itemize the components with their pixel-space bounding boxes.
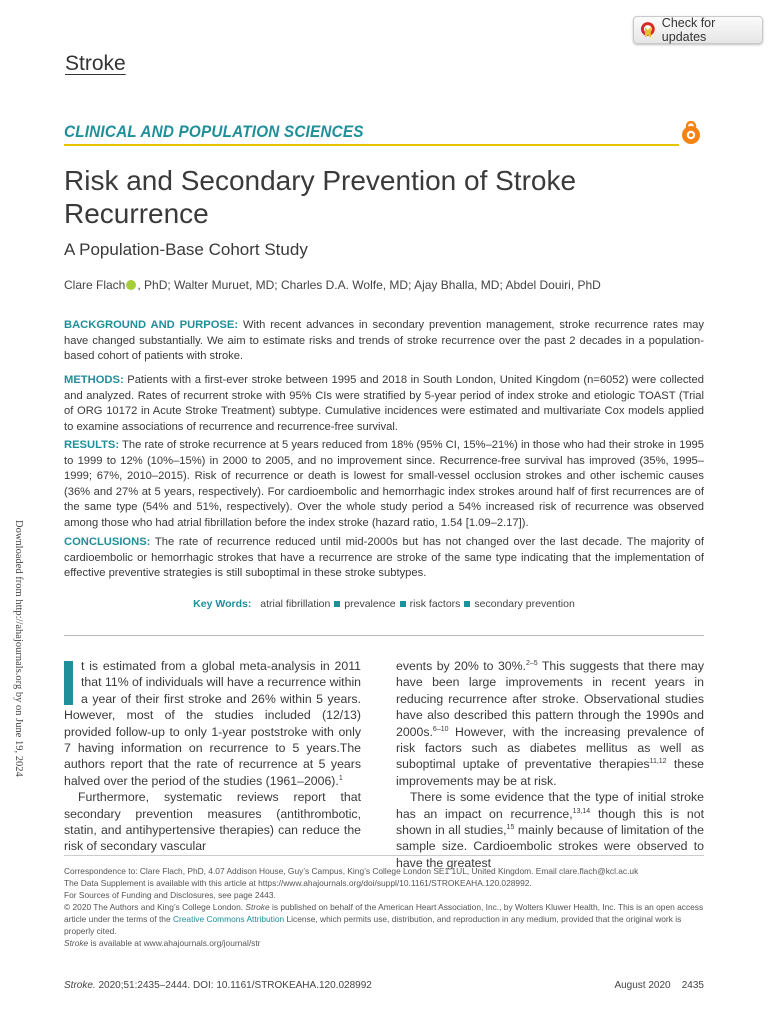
supplement-note: The Data Supplement is available with this article at https://www.ahajournals.org/doi/suppl/10.1161/STROKEAHA.120.028992. [64, 878, 532, 888]
abstract-divider [64, 635, 704, 636]
issue-date: August 2020 [614, 980, 671, 991]
abstract-text: The rate of recurrence reduced until mid-2000s but has not changed over the last decade. The majority of cardioembolic or hemorrhagic strokes that have a recurrence are stroke of the same type indicating that the implementation of effective preventive strategies is still suboptimal in these stroke subtypes. [64, 536, 704, 579]
drop-cap [64, 661, 73, 705]
availability-note: Stroke is available at www.ahajournals.org/journal/str [64, 938, 261, 948]
abstract-methods [64, 373, 704, 435]
abstract-text: The rate of stroke recurrence at 5 years reduced from 18% (95% CI, 15%–21%) in those who had their stroke in 1995 to 1999 to 12% (10%–15%) in 2000 to 2005, and no improvement since. Recurrence-free survival has improved (35%, 1995–1999; 67%, 2010–2015). Risk of recurrence or death is lowest for small-vessel occlusion strokes and other ischemic causes (36% and 27% at 5 years, respectively). For cardioembolic and hemorrhagic index strokes around half of first recurrences are of the same type (54% and 51%, respectively). Over the whole study period a 54% increased risk of recurrence was observed among those who had atrial fibrillation before the index stroke (hazard ratio, 1.54 [1.09–2.17]). [64, 439, 704, 529]
keyword: atrial fibrillation [260, 598, 331, 610]
creative-commons-link[interactable]: Creative Commons Attribution [172, 914, 285, 924]
article-subtitle: A Population-Base Cohort Study [64, 240, 308, 259]
footnotes [64, 865, 704, 949]
bullet-square-icon [334, 601, 340, 607]
body-paragraph: t is estimated from a global meta-analysis in 2011 that 11% of individuals will have a recurrence within a year of their first stroke and 26% within 5 years. However, most of the studies included (12/13) provided follow-up to only 1-year poststroke with only 7 having information on recurrence to 5 years.The authors report that the rate of recurrence at 5 years halved over the period of the studies (1961–2006).$^1$ [64, 659, 362, 788]
first-author: Clare Flach [64, 278, 126, 292]
crossmark-icon [640, 21, 656, 39]
bullet-square-icon [400, 601, 406, 607]
keyword: prevalence [344, 598, 396, 610]
footnote-divider [64, 855, 704, 856]
other-authors: , PhD; Walter Muruet, MD; Charles D.A. Wolfe, MD; Ajay Bhalla, MD; Abdel Douiri, PhD [137, 278, 601, 292]
body-left-column [64, 658, 361, 855]
abstract-heading: METHODS: [64, 374, 124, 386]
page-footer [614, 980, 704, 991]
abstract-text: With recent advances in secondary prevention management, stroke recurrence rates may have changed substantially. We aim to estimate risks and trends of stroke recurrence over the past 2 decades in a population-based cohort of patients with stroke. [64, 319, 704, 362]
journal-name[interactable]: Stroke [65, 52, 126, 75]
body-paragraph: There is some evidence that the type of initial stroke has an impact on recurrence,$^{13,14}$ though this is not shown in all studies,$^{15}$ mainly because of limitation of the sample size. Cardioembolic strokes were observed to have the greatest [396, 790, 704, 870]
abstract-heading: RESULTS: [64, 439, 120, 451]
author-list [64, 278, 601, 292]
body-right-column [396, 658, 704, 871]
article-title: Risk and Secondary Prevention of Stroke Recurrence [64, 165, 577, 229]
correspondence-note: Correspondence to: Clare Flach, PhD, 4.07 Addison House, Guy’s Campus, King’s College London SE1 1UL, United Kingdom. Email clare.flach@kcl.ac.uk [64, 866, 639, 876]
check-for-updates-button[interactable] [633, 16, 763, 44]
key-words [0, 598, 768, 610]
download-watermark: Downloaded from http://ahajournals.org by on June 19, 2024 [13, 520, 24, 777]
abstract-background [64, 318, 704, 365]
citation-footer: Stroke. 2020;51:2435–2444. DOI: 10.1161/STROKEAHA.120.028992 [64, 980, 372, 991]
key-words-heading: Key Words: [193, 598, 252, 610]
open-access-icon [679, 121, 703, 145]
check-for-updates-label: Check for updates [661, 16, 716, 44]
section-divider [64, 144, 679, 146]
copyright-note: © 2020 The Authors and King’s College London. Stroke is published on behalf of the American Heart Association, Inc., by Wolters Kluwer Health, Inc. This is an open access article under the terms of the Creative Commons Attribution License, which permits use, distribution, and reproduction in any medium, provided that the original work is properly cited. [64, 902, 704, 936]
body-paragraph: events by 20% to 30%.$^{2-5}$ This suggests that there may have been large improvements in recent years in reducing recurrence after stroke. Observational studies have also described this pattern through the 1990s and 2000s.$^{6-10}$ However, with the increasing prevalence of risk factors such as diabetes mellitus as well as suboptimal uptake of preventative therapies$^{11,12}$ these improvements may be at risk. [396, 659, 704, 788]
funding-note: For Sources of Funding and Disclosures, see page 2443. [64, 890, 276, 900]
abstract-conclusions [64, 535, 704, 582]
page-number: 2435 [681, 980, 704, 991]
abstract-results [64, 438, 704, 531]
body-paragraph: Furthermore, systematic reviews report that secondary prevention measures (antithrombotic, statin, and antihypertensive therapies) can reduce the risk of secondary vascular [64, 790, 361, 854]
abstract-heading: BACKGROUND AND PURPOSE: [64, 319, 239, 331]
abstract-text: Patients with a first-ever stroke between 1995 and 2018 in South London, United Kingdom (n=6052) were collected and analyzed. Rates of recurrent stroke with 95% CIs were stratified by 5-year period of index stroke and etiologic TOAST (Trial of ORG 10172 in Acute Stroke Treatment) subtype. Cumulative incidences were estimated and multivariate Cox models applied to examine associations of recurrence and recurrence-free survival. [64, 374, 704, 433]
bullet-square-icon [464, 601, 470, 607]
abstract-heading: CONCLUSIONS: [64, 536, 151, 548]
orcid-icon[interactable] [126, 280, 136, 290]
keyword: secondary prevention [474, 598, 575, 610]
keyword: risk factors [409, 598, 461, 610]
section-label: CLINICAL AND POPULATION SCIENCES [64, 122, 364, 141]
